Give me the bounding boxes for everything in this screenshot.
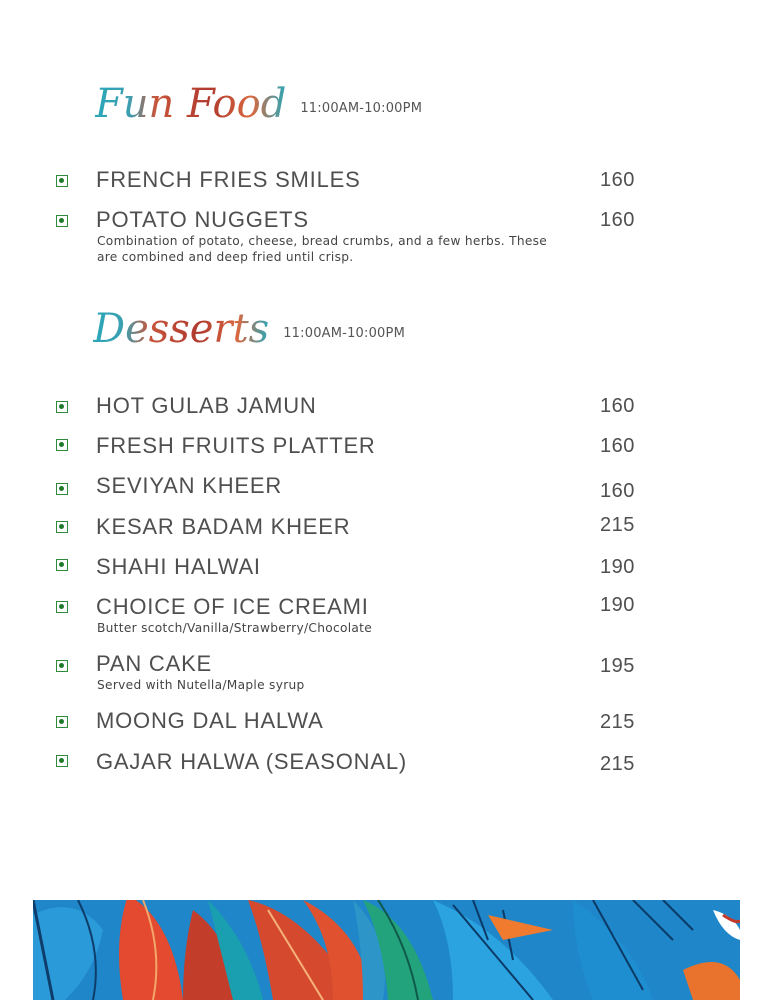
menu-item-name: FRENCH FRIES SMILES	[96, 167, 361, 192]
menu-item-price: 215	[600, 753, 635, 775]
menu-item-name: SHAHI HALWAI	[96, 554, 261, 579]
veg-mark-icon	[56, 601, 68, 613]
veg-mark-icon	[56, 215, 68, 227]
veg-mark-icon	[56, 483, 68, 495]
veg-mark-icon	[56, 521, 68, 533]
section-title: Fun Food	[95, 81, 287, 127]
menu-item-price: 215	[600, 514, 635, 536]
section-title: Desserts	[93, 306, 270, 352]
menu-item-description: Butter scotch/Vanilla/Strawberry/Chocolate	[97, 621, 373, 635]
menu-item-name: HOT GULAB JAMUN	[96, 393, 317, 418]
section-hours: 11:00AM-10:00PM	[300, 101, 423, 116]
tropical-leaves-icon	[33, 900, 740, 1000]
menu-item-price: 160	[600, 209, 635, 231]
veg-mark-icon	[56, 401, 68, 413]
section-header-desserts	[93, 306, 405, 352]
veg-mark-icon	[56, 755, 68, 767]
menu-item-price: 160	[600, 395, 635, 417]
section-header-fun-food	[95, 81, 423, 127]
menu-item-name: PAN CAKE	[96, 651, 213, 676]
menu-item-price: 160	[600, 480, 635, 502]
menu-item-price: 190	[600, 556, 635, 578]
veg-mark-icon	[56, 175, 68, 187]
menu-item-name: FRESH FRUITS PLATTER	[96, 433, 376, 458]
menu-item-name: GAJAR HALWA (SEASONAL)	[96, 749, 408, 774]
menu-item-name: POTATO NUGGETS	[96, 207, 309, 232]
menu-item-description: Served with Nutella/Maple syrup	[97, 678, 305, 692]
menu-item-name: SEVIYAN KHEER	[96, 473, 283, 498]
menu-item-name: CHOICE OF ICE CREAMI	[96, 594, 369, 619]
menu-item-price: 215	[600, 711, 635, 733]
tropical-leaves-banner	[33, 900, 740, 1000]
section-hours: 11:00AM-10:00PM	[283, 326, 405, 341]
menu-item-description: Combination of potato, cheese, bread crumbs, and a few herbs. These are combined and deep fried until crisp.	[97, 234, 548, 264]
veg-mark-icon	[56, 716, 68, 728]
menu-item-price: 190	[600, 594, 635, 616]
menu-item-name: KESAR BADAM KHEER	[96, 514, 351, 539]
veg-mark-icon	[56, 439, 68, 451]
menu-item-price: 195	[600, 655, 635, 677]
veg-mark-icon	[56, 559, 68, 571]
menu-item-price: 160	[600, 435, 635, 457]
veg-mark-icon	[56, 660, 68, 672]
menu-item-name: MOONG DAL HALWA	[96, 708, 324, 733]
menu-item-price: 160	[600, 169, 635, 191]
